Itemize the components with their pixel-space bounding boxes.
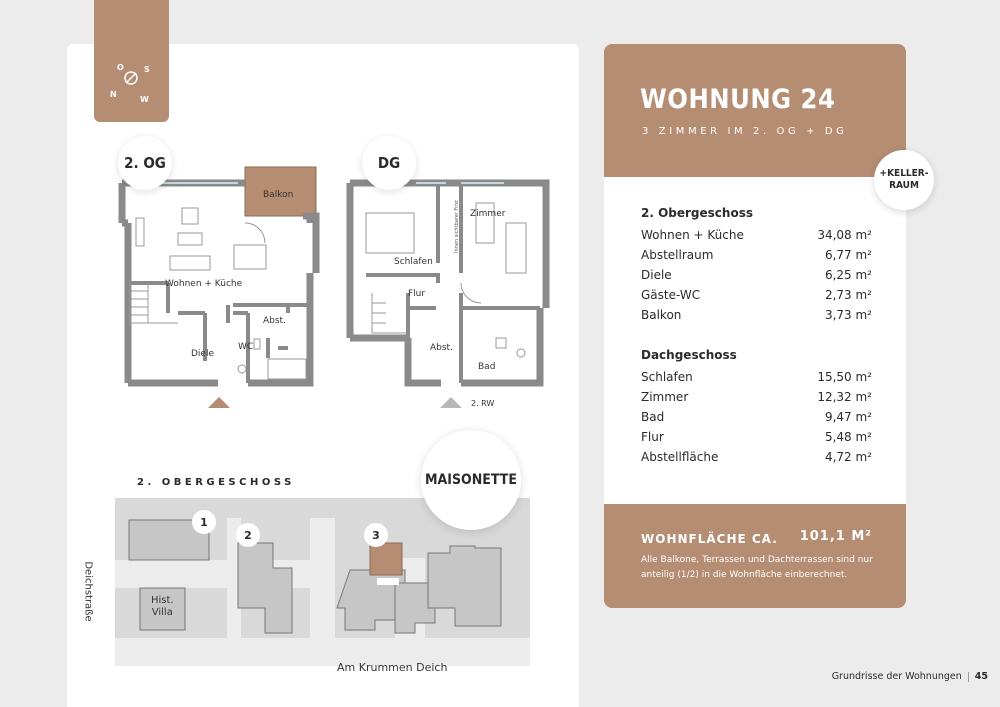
compass-icon	[104, 58, 160, 106]
dg-bad-label: Bad	[478, 362, 496, 372]
og-diele-label: Diele	[191, 349, 215, 359]
area-row: Schlafen 15,50 m²	[641, 370, 872, 384]
og-wc-label: WC	[238, 342, 254, 352]
site-number-3: 3	[364, 523, 388, 547]
area-row: Wohnen + Küche 34,08 m²	[641, 228, 872, 242]
page-number: 45	[974, 671, 988, 682]
street-label-left: Deichstraße	[82, 561, 94, 622]
dg-flur-label: Flur	[408, 289, 426, 299]
dg-plan-label: DG	[362, 136, 416, 190]
dg-entry-arrow	[440, 397, 462, 408]
area-row: Gäste-WC 2,73 m²	[641, 288, 872, 302]
page-footer	[832, 671, 988, 682]
maisonette-badge: MAISONETTE	[421, 430, 521, 530]
apartment-title: WOHNUNG 24	[640, 84, 836, 115]
area-row: Diele 6,25 m²	[641, 268, 872, 282]
apartment-subtitle: 3 ZIMMER IM 2. OG + DG	[642, 126, 848, 137]
site-number-2: 2	[236, 523, 260, 547]
compass-s: S	[144, 65, 150, 74]
villa-label: Hist. Villa	[151, 595, 174, 618]
area-row: Bad 9,47 m²	[641, 410, 872, 424]
og-wohnen-label: Wohnen + Küche	[165, 279, 243, 289]
dg-zimmer-label: Zimmer	[470, 209, 506, 219]
rw-label: 2. RW	[471, 399, 495, 408]
dg-area-title: Dachgeschoss	[641, 348, 737, 362]
footer-text: Grundrisse der Wohnungen	[831, 671, 962, 682]
area-row: Abstellraum 6,77 m²	[641, 248, 872, 262]
footer-divider	[968, 672, 969, 682]
og-balkon-label: Balkon	[263, 190, 294, 200]
area-row: Flur 5,48 m²	[641, 430, 872, 444]
total-area-footer	[604, 504, 906, 608]
compass-w: W	[140, 95, 149, 104]
og-plan-label: 2. OG	[118, 136, 172, 190]
siteplan-title: 2. OBERGESCHOSS	[137, 477, 295, 488]
apartment-info-card	[604, 44, 906, 608]
floorplan-og	[118, 163, 320, 393]
compass-n: N	[110, 90, 117, 99]
dg-schlafen-label: Schlafen	[394, 257, 433, 267]
keller-badge: +KELLER- RAUM	[874, 150, 934, 210]
site-number-1: 1	[192, 510, 216, 534]
total-area-value: 101,1 M²	[799, 529, 872, 544]
og-entry-arrow	[208, 397, 230, 408]
dg-first-label: Innen sichtbarer First	[454, 200, 460, 253]
street-label-bottom: Am Krummen Deich	[337, 661, 448, 674]
total-area-note: Alle Balkone, Terrassen und Dachterrassen sind nur anteilig (1/2) in die Wohnfläche einberechnet.	[641, 555, 873, 580]
compass-tab	[94, 0, 169, 122]
area-row: Balkon 3,73 m²	[641, 308, 872, 322]
floorplan-dg	[346, 163, 550, 393]
area-row: Zimmer 12,32 m²	[641, 390, 872, 404]
apartment-header	[604, 44, 906, 177]
dg-abst-label: Abst.	[430, 343, 453, 353]
og-area-title: 2. Obergeschoss	[641, 206, 753, 220]
compass-o: O	[117, 63, 124, 72]
area-row: Abstellfläche 4,72 m²	[641, 450, 872, 464]
total-area-label: WOHNFLÄCHE CA.	[641, 532, 778, 546]
og-abst-label: Abst.	[263, 316, 286, 326]
